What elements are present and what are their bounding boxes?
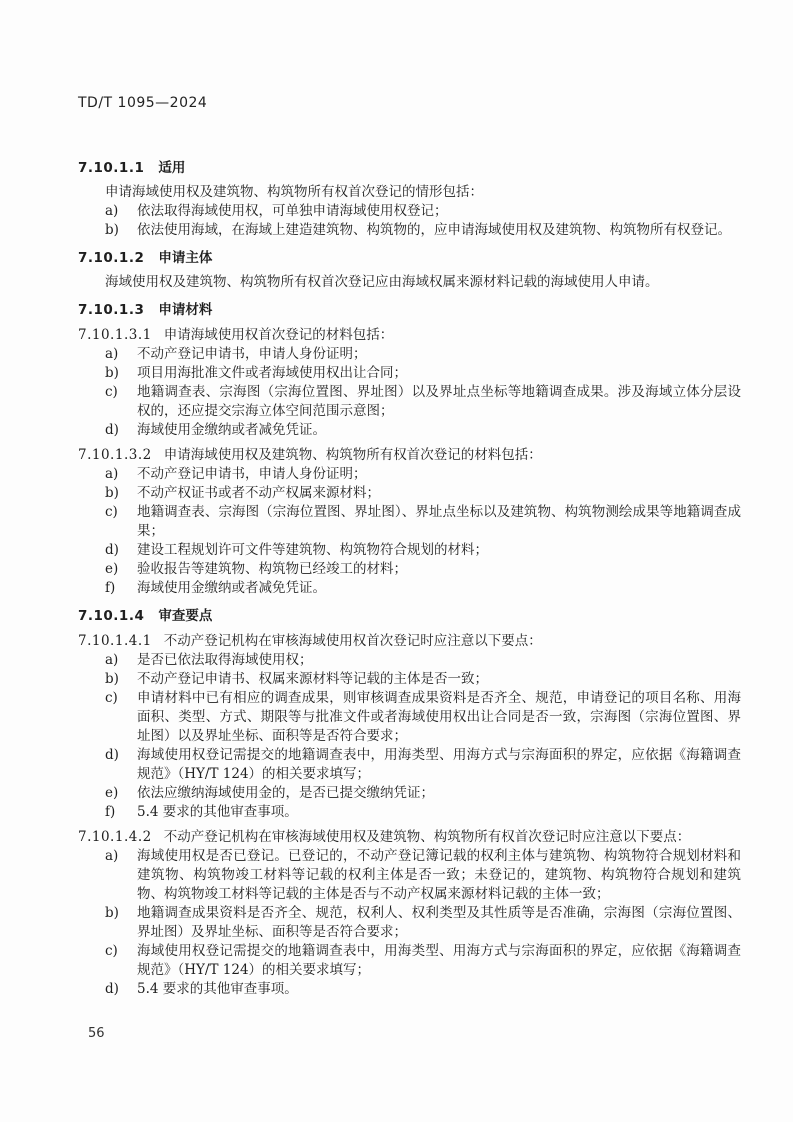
list-text: 不动产登记申请书，申请人身份证明； xyxy=(137,346,367,362)
list-item xyxy=(78,847,741,904)
list-item xyxy=(78,651,741,670)
subclause-7-10-1-3-1 xyxy=(78,326,741,345)
subclause-number: 7.10.1.4.1 xyxy=(78,633,152,649)
clause-number: 7.10.1.4 xyxy=(78,608,145,624)
list-item xyxy=(78,221,741,240)
list-item xyxy=(78,803,741,822)
list-item xyxy=(78,383,741,421)
list-text: 申请材料中已有相应的调查成果，则审核调查成果资料是否齐全、规范，申请登记的项目名称、用海面积、类型、方式、期限等与批准文件或者海域使用权出让合同是否一致，宗海图（宗海位置图、界址图）以及界址坐标、面积等是否符合要求； xyxy=(137,690,741,744)
subclause-text: 不动产登记机构在审核海域使用权及建筑物、构筑物所有权首次登记时应注意以下要点： xyxy=(163,829,691,845)
list-text: 依法使用海域，在海域上建造建筑物、构筑物的，应申请海域使用权及建筑物、构筑物所有权登记。 xyxy=(137,222,731,238)
list-text: 5.4 要求的其他审查事项。 xyxy=(137,804,298,820)
list-marker: d) xyxy=(105,542,119,558)
list-item xyxy=(78,942,741,980)
list-marker: b) xyxy=(105,905,119,921)
subclause-7-10-1-4-1 xyxy=(78,632,741,651)
list-7-10-1-4-2 xyxy=(78,847,741,999)
list-item xyxy=(78,364,741,383)
list-text: 海域使用权登记需提交的地籍调查表中，用海类型、用海方式与宗海面积的界定，应依据《海籍调查规范》（HY/T 124）的相关要求填写； xyxy=(137,747,741,782)
list-text: 海域使用金缴纳或者减免凭证。 xyxy=(137,580,326,596)
list-marker: f) xyxy=(105,804,116,820)
list-marker: b) xyxy=(105,222,119,238)
list-text: 建设工程规划许可文件等建筑物、构筑物符合规划的材料； xyxy=(137,542,488,558)
list-text: 是否已依法取得海域使用权； xyxy=(137,652,313,668)
clause-title: 审查要点 xyxy=(158,608,213,624)
list-item xyxy=(78,421,741,440)
clause-number: 7.10.1.3 xyxy=(78,302,145,318)
list-marker: d) xyxy=(105,747,119,763)
subclause-7-10-1-4-2 xyxy=(78,828,741,847)
list-marker: e) xyxy=(105,785,119,801)
list-text: 不动产登记申请书、权属来源材料等记载的主体是否一致； xyxy=(137,671,488,687)
subclause-number: 7.10.1.4.2 xyxy=(78,829,152,845)
list-marker: a) xyxy=(105,466,119,482)
list-marker: c) xyxy=(105,504,118,520)
list-marker: d) xyxy=(105,981,119,997)
list-text: 不动产权证书或者不动产权属来源材料； xyxy=(137,485,380,501)
list-text: 不动产登记申请书，申请人身份证明； xyxy=(137,466,367,482)
list-marker: d) xyxy=(105,422,119,438)
clause-heading-7-10-1-1 xyxy=(78,159,741,178)
list-text: 地籍调查成果资料是否齐全、规范，权利人、权利类型及其性质等是否准确，宗海图（宗海位置图、界址图）及界址坐标、面积等是否符合要求； xyxy=(137,905,741,940)
list-marker: a) xyxy=(105,652,119,668)
subclause-number: 7.10.1.3.2 xyxy=(78,447,152,463)
clause-number: 7.10.1.2 xyxy=(78,250,145,266)
list-marker: c) xyxy=(105,384,118,400)
list-text: 海域使用金缴纳或者减免凭证。 xyxy=(137,422,326,438)
subclause-text: 申请海域使用权及建筑物、构筑物所有权首次登记的材料包括： xyxy=(163,447,542,463)
list-marker: b) xyxy=(105,671,119,687)
list-item xyxy=(78,784,741,803)
list-marker: b) xyxy=(105,365,119,381)
clause-title: 适用 xyxy=(158,160,186,176)
list-text: 地籍调查表、宗海图（宗海位置图、界址图）以及界址点坐标等地籍调查成果。涉及海域立体分层设权的，还应提交宗海立体空间范围示意图； xyxy=(137,384,741,419)
clause-title: 申请主体 xyxy=(158,250,213,266)
list-item xyxy=(78,202,741,221)
list-marker: e) xyxy=(105,561,119,577)
list-item xyxy=(78,484,741,503)
page-number: 56 xyxy=(88,1026,105,1041)
paragraph: 海域使用权及建筑物、构筑物所有权首次登记应由海域权属来源材料记载的海域使用人申请。 xyxy=(105,274,659,290)
list-text: 验收报告等建筑物、构筑物已经竣工的材料； xyxy=(137,561,407,577)
list-text: 地籍调查表、宗海图（宗海位置图、界址图）、界址点坐标以及建筑物、构筑物测绘成果等地籍调查成果； xyxy=(137,504,741,539)
list-item xyxy=(78,904,741,942)
list-7-10-1-3-1 xyxy=(78,345,741,440)
clause-number: 7.10.1.1 xyxy=(78,160,145,176)
clause-title: 申请材料 xyxy=(158,302,213,318)
list-7-10-1-3-2 xyxy=(78,465,741,598)
clause-heading-7-10-1-3 xyxy=(78,301,741,320)
list-item xyxy=(78,579,741,598)
list-7-10-1-4-1 xyxy=(78,651,741,822)
list-item xyxy=(78,670,741,689)
list-marker: f) xyxy=(105,580,116,596)
clause-heading-7-10-1-2 xyxy=(78,249,741,268)
list-text: 项目用海批准文件或者海域使用权出让合同； xyxy=(137,365,407,381)
list-item xyxy=(78,560,741,579)
list-item xyxy=(78,689,741,746)
list-7-10-1-1 xyxy=(78,202,741,240)
list-text: 依法应缴纳海域使用金的，是否已提交缴纳凭证； xyxy=(137,785,434,801)
list-item xyxy=(78,345,741,364)
subclause-text: 不动产登记机构在审核海域使用权首次登记时应注意以下要点： xyxy=(163,633,542,649)
subclause-7-10-1-3-2 xyxy=(78,446,741,465)
list-text: 依法取得海域使用权，可单独申请海域使用权登记； xyxy=(137,203,448,219)
doc-code-header: TD/T 1095—2024 xyxy=(78,95,208,111)
list-text: 海域使用权是否已登记。已登记的，不动产登记簿记载的权利主体与建筑物、构筑物符合规划材料和建筑物、构筑物竣工材料等记载的权利主体是否一致；未登记的，建筑物、构筑物符合规划和建筑物、构筑物竣工材料等记载的主体是否与不动产权属来源材料记载的主体一致； xyxy=(137,848,741,902)
list-marker: a) xyxy=(105,848,119,864)
list-item xyxy=(78,503,741,541)
list-marker: a) xyxy=(105,346,119,362)
list-marker: a) xyxy=(105,203,119,219)
list-marker: c) xyxy=(105,690,118,706)
list-text: 5.4 要求的其他审查事项。 xyxy=(137,981,298,997)
subclause-number: 7.10.1.3.1 xyxy=(78,327,152,343)
paragraph: 申请海域使用权及建筑物、构筑物所有权首次登记的情形包括： xyxy=(105,184,483,200)
list-item xyxy=(78,465,741,484)
clause-heading-7-10-1-4 xyxy=(78,607,741,626)
list-marker: c) xyxy=(105,943,118,959)
page-content xyxy=(78,150,741,999)
list-item xyxy=(78,541,741,560)
list-item xyxy=(78,980,741,999)
list-text: 海域使用权登记需提交的地籍调查表中，用海类型、用海方式与宗海面积的界定，应依据《海籍调查规范》（HY/T 124）的相关要求填写； xyxy=(137,943,741,978)
list-marker: b) xyxy=(105,485,119,501)
list-item xyxy=(78,746,741,784)
subclause-text: 申请海域使用权首次登记的材料包括： xyxy=(163,327,394,343)
